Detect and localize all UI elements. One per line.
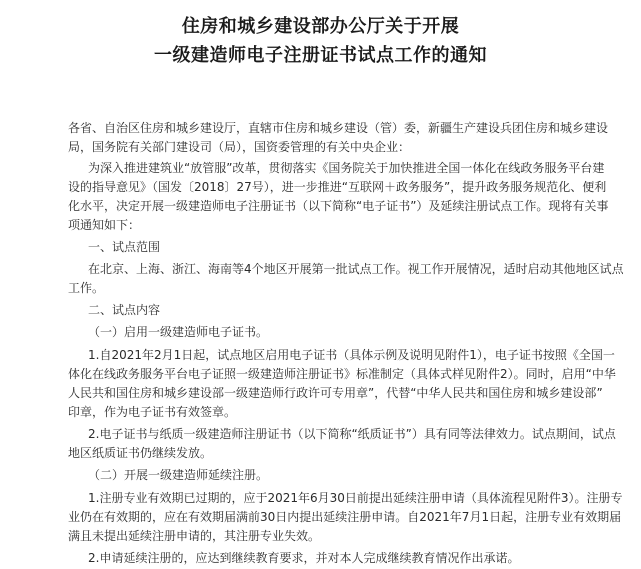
section-heading-content: 二、试点内容 xyxy=(88,303,161,317)
renewal-item1-line-1: 1.注册专业有效期已过期的，应于2021年6月30日前提出延续注册申请（具体流程见附件3）。注册专 xyxy=(88,491,623,505)
item1-line-1: 1.自2021年2月1日起，试点地区启用电子证书（具体示例及说明见附件1），电子证书按照《全国一 xyxy=(88,348,615,362)
scope-line-2: 工作。 xyxy=(68,281,105,295)
item1-line-2: 体化在线政务服务平台电子证照一级建造师注册证书》标准制定（具体式样见附件2）。同时，启用“中华 xyxy=(68,367,616,381)
renewal-item1-line-2: 业仍在有效期的，应在有效期届满前30日内提出延续注册申请。自2021年7月1日起，注册专业有效期届 xyxy=(68,510,622,524)
renewal-item1-line-3: 满且未提出延续注册申请的，其注册专业失效。 xyxy=(68,529,321,543)
intro-line-2: 设的指导意见》（国发〔2018〕27号），进一步推进“互联网＋政务服务”，提升政务服务规范化、便利 xyxy=(68,180,607,194)
subsection-heading-1: （一）启用一级建造师电子证书。 xyxy=(88,325,269,339)
item2-line-2: 地区纸质证书仍继续发放。 xyxy=(68,446,213,460)
intro-line-4: 项通知如下： xyxy=(68,218,141,232)
renewal-item2-line-1: 2.申请延续注册的，应达到继续教育要求，并对本人完成继续教育情况作出承诺。 xyxy=(88,551,520,565)
notice-title-line-1: 住房和城乡建设部办公厅关于开展 xyxy=(181,16,460,37)
notice-title-line-2: 一级建造师电子注册证书试点工作的通知 xyxy=(154,45,487,66)
section-heading-scope: 一、试点范围 xyxy=(88,240,161,254)
item2-line-1: 2.电子证书与纸质一级建造师注册证书（以下简称“纸质证书”）具有同等法律效力。试点期间，试点 xyxy=(88,427,616,441)
scope-line-1: 在北京、上海、浙江、海南等4个地区开展第一批试点工作。视工作开展情况，适时启动其他地区试点 xyxy=(88,262,624,276)
item1-line-3: 人民共和国住房和城乡建设部一级建造师行政许可专用章”，代替“中华人民共和国住房和城乡建设部” xyxy=(68,386,603,400)
addressee-line-1: 各省、自治区住房和城乡建设厅，直辖市住房和城乡建设（管）委，新疆生产建设兵团住房和城乡建设 xyxy=(68,121,609,135)
subsection-heading-2: （二）开展一级建造师延续注册。 xyxy=(88,468,269,482)
addressee-line-2: 局，国务院有关部门建设司（局），国资委管理的有关中央企业： xyxy=(68,140,411,154)
item1-line-4: 印章，作为电子证书有效签章。 xyxy=(68,405,237,419)
intro-line-3: 化水平，决定开展一级建造师电子注册证书（以下简称“电子证书”）及延续注册试点工作。现将有关事 xyxy=(68,199,609,213)
intro-line-1: 为深入推进建筑业“放管服”改革，贯彻落实《国务院关于加快推进全国一体化在线政务服务平台建 xyxy=(88,161,605,175)
